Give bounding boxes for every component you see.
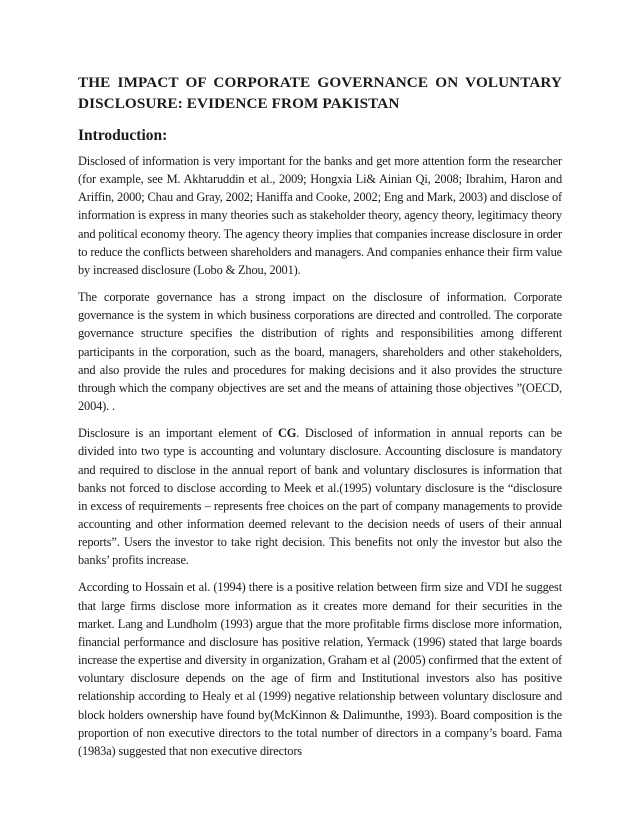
paragraph-4: According to Hossain et al. (1994) there is a positive relation between firm size and VDI he suggest that large firms disclose more information as it creates more demand for their securities in the market. Lang and Lundholm (1993) argue that the more profitable firms disclose more information, financial performance and disclosure has positive relation, Yermack (1996) stated that large boards increase the expertise and diversity in organization, Graham et al (2005) confirmed that the extent of voluntary disclosure depends on the age of firm and Institutional investors also has positive relationship according to Healy et al (1999) negative relationship between voluntary disclosure and block holders ownership have found by(McKinnon & Dalimunthe, 1993). Board composition is the proportion of non executive directors to the total number of directors in a company’s board. Fama (1983a) suggested that non executive directors: [78, 580, 562, 758]
paragraph-3-text-start: Disclosure is an important element of: [78, 426, 278, 441]
paragraph-1: Disclosed of information is very important for the banks and get more attention form the researcher (for example, see M. Akhtaruddin et al., 2009; Hongxia Li& Ainian Qi, 2008; Ibrahim, Haron and Ariffin, 2000; Chau and Gray, 2002; Haniffa and Cooke, 2002; Eng and Mark, 2003) and disclose of information is express in many theories such as stakeholder theory, agency theory, legitimacy theory and political economy theory. The agency theory implies that companies increase disclosure in order to reduce the conflicts between shareholders and managers. And companies enhance their firm value by increased disclosure (Lobo & Zhou, 2001).: [78, 154, 562, 277]
paragraph-3-text-end: . Disclosed of information in annual reports can be divided into two type is accounting and voluntary disclosure. Accounting disclosure is mandatory and required to disclose in the annual report of bank and voluntary disclosures is information that banks not forced to disclose according to Meek et al.(1995) voluntary disclosure is the “disclosure in excess of requirements – represents free choices on the part of company managements to provide accounting and other information deemed relevant to the decision needs of users of their annual reports”. Users the investor to take right decision. This benefits not only the investor but also the banks’ profits increase.: [78, 426, 562, 568]
document-title: THE IMPACT OF CORPORATE GOVERNANCE ON VOLUNTARY DISCLOSURE: EVIDENCE FROM PAKISTAN: [78, 74, 562, 112]
paragraph-3: [78, 424, 562, 569]
paragraph-3-bold-term: CG: [277, 426, 297, 441]
paragraph-2: The corporate governance has a strong impact on the disclosure of information. Corporate governance is the system in which business corporations are directed and controlled. The corporate governance structure specifies the distribution of rights and responsibilities among different participants in the corporation, such as the board, managers, shareholders and other stakeholders, and also provide the rules and procedures for making decisions and it also provides the structure through which the company objectives are set and the means of attaining those objectives ”(OECD, 2004). .: [78, 290, 562, 414]
document-page: [78, 72, 562, 769]
section-heading-introduction: Introduction:: [78, 127, 168, 144]
